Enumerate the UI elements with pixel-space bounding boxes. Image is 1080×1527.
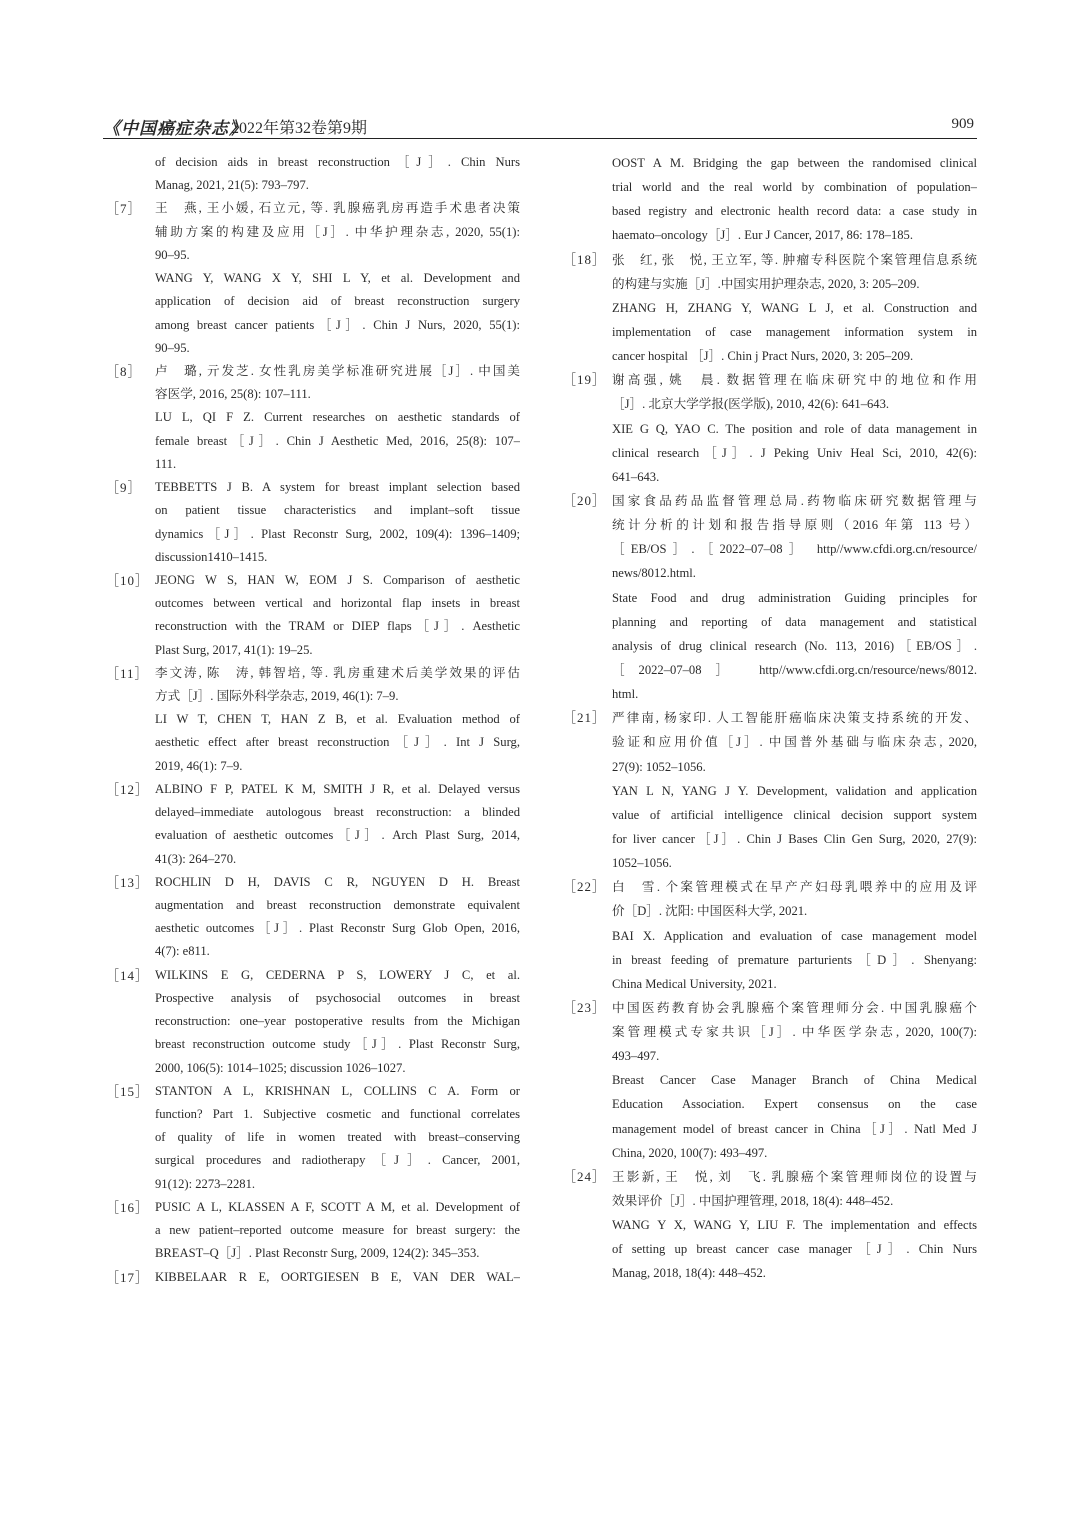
reference-line: cancer hospital ［J］. Chin j Pract Nurs, 2020, 3: 205–209. <box>612 349 914 364</box>
reference-line: 验证和应用价值［J］. 中国普外基础与临床杂志, 2020, <box>612 735 977 750</box>
reference-line: 王 燕, 王小媛, 石立元, 等. 乳腺癌乳房再造手术患者决策 <box>155 201 520 216</box>
page-number: 909 <box>951 116 974 132</box>
reference-line: of setting up breast cancer case manager［J］. Chin Nurs <box>612 1242 977 1257</box>
reference-number: ［14］ <box>106 967 150 983</box>
reference-number: ［13］ <box>106 874 150 890</box>
reference-line: value of artificial intelligence clinical decision support system <box>612 807 977 822</box>
reference-line: discussion1410–1415. <box>155 549 268 564</box>
reference-line: 辅助方案的构建及应用［J］. 中华护理杂志, 2020, 55(1): <box>155 224 520 239</box>
reference-line: reconstruction with the TRAM or DIEP flaps［J］. Aesthetic <box>155 619 520 634</box>
reference-line: 493–497. <box>612 1049 660 1064</box>
reference-line: delayed–immediate autologous breast reconstruction: a blinded <box>155 805 520 820</box>
reference-text <box>612 875 977 996</box>
reference-line: 中国医药教育协会乳腺癌个案管理师分会. 中国乳腺癌个 <box>612 1000 977 1015</box>
references-left-column <box>106 151 520 1289</box>
reference-number: ［8］ <box>106 363 142 379</box>
reference-line: 效果评价［J］. 中国护理管理, 2018, 18(4): 448–452. <box>612 1194 894 1209</box>
reference-line: of decision aids in breast reconstruction［J］. Chin Nurs <box>155 155 520 169</box>
reference-line: PUSIC A L, KLASSEN A F, SCOTT A M, et al. Development of <box>155 1199 520 1214</box>
reference-text <box>612 151 977 248</box>
reference-entry <box>106 778 520 871</box>
reference-number: ［24］ <box>563 1168 607 1184</box>
reference-line: 张 红, 张 悦, 王立军, 等. 肿瘤专科医院个案管理信息系统 <box>612 252 977 267</box>
reference-line: for liver cancer［J］. Chin J Bases Clin Gen Surg, 2020, 27(9): <box>612 831 977 846</box>
reference-line: 91(12): 2273–2281. <box>155 1176 256 1191</box>
reference-line: ［J］. 北京大学学报(医学版), 2010, 42(6): 641–643. <box>612 397 890 412</box>
reference-line: China Medical University, 2021. <box>612 976 777 991</box>
reference-line: Manag, 2021, 21(5): 793–797. <box>155 178 309 193</box>
reference-line: 2000, 106(5): 1014–1025; discussion 1026–1027. <box>155 1060 406 1075</box>
reference-line: implementation of case management information system in <box>612 324 977 339</box>
reference-number: ［17］ <box>106 1269 150 1285</box>
reference-line: OOST A M. Bridging the gap between the randomised clinical <box>612 156 977 170</box>
reference-entry <box>106 1080 520 1196</box>
reference-line: based registry and electronic health record data: a case study in <box>612 204 977 219</box>
reference-line: 容医学, 2016, 25(8): 107–111. <box>155 387 311 402</box>
reference-number: ［18］ <box>563 251 607 267</box>
reference-line: 国家食品药品监督管理总局.药物临床研究数据管理与 <box>612 493 977 508</box>
reference-entry <box>106 476 520 569</box>
reference-line: management model of breast cancer in China［J］. Natl Med J <box>612 1121 977 1136</box>
reference-line: 统计分析的计划和报告指导原则（2016 年第 113 号） <box>612 518 977 533</box>
reference-line: 王影新, 王 悦, 刘 飞. 乳腺癌个案管理师岗位的设置与 <box>612 1169 977 1184</box>
reference-line: JEONG W S, HAN W, EOM J S. Comparison of aesthetic <box>155 572 520 587</box>
reference-line: TEBBETTS J B. A system for breast implant selection based <box>155 480 520 495</box>
reference-line: of quality of life in women treated with breast–conserving <box>155 1130 520 1145</box>
reference-text <box>155 662 520 778</box>
reference-entry <box>563 489 977 706</box>
reference-line: analysis of drug clinical research (No. 113, 2016)［EB/OS］. <box>612 638 977 653</box>
reference-line: WILKINS E G, CEDERNA P S, LOWERY J C, et al. <box>155 967 520 982</box>
reference-number: ［20］ <box>563 492 607 508</box>
reference-line: State Food and drug administration Guiding principles for <box>612 590 977 605</box>
reference-entry <box>563 1165 977 1286</box>
reference-line: female breast［J］. Chin J Aesthetic Med, 2016, 25(8): 107– <box>155 433 520 448</box>
reference-line: BREAST–Q［J］. Plast Reconstr Surg, 2009, 124(2): 345–353. <box>155 1246 480 1261</box>
reference-text <box>155 1080 520 1196</box>
reference-text <box>155 1196 520 1266</box>
reference-line: breast reconstruction outcome study［J］. Plast Reconstr Surg, <box>155 1037 520 1052</box>
reference-line: 111. <box>155 456 177 471</box>
reference-text <box>155 197 520 360</box>
reference-number: ［7］ <box>106 201 142 217</box>
reference-line: trial world and the real world by combination of population– <box>612 180 977 195</box>
reference-number: ［22］ <box>563 879 607 895</box>
reference-line: 41(3): 264–270. <box>155 851 237 866</box>
reference-text <box>612 1165 977 1286</box>
reference-line: clinical research［J］. J Peking Univ Heal Sci, 2010, 42(6): <box>612 445 977 460</box>
reference-line: augmentation and breast reconstruction demonstrate equivalent <box>155 898 520 912</box>
reference-line: LU L, QI F Z. Current researches on aesthetic standards of <box>155 410 520 425</box>
reference-line: 案管理模式专家共识［J］. 中华医学杂志, 2020, 100(7): <box>612 1025 977 1040</box>
running-header <box>103 114 977 139</box>
reference-line: 2019, 46(1): 7–9. <box>155 758 243 773</box>
reference-line: 白 雪. 个案管理模式在早产产妇母乳喂养中的应用及评 <box>612 880 977 895</box>
reference-number: ［11］ <box>106 665 149 681</box>
reference-text <box>155 151 520 197</box>
reference-text <box>612 248 977 369</box>
reference-line: news/8012.html. <box>612 566 696 581</box>
reference-line: Plast Surg, 2017, 41(1): 19–25. <box>155 642 313 657</box>
reference-text <box>612 996 977 1165</box>
reference-line: planning and reporting of data management and statistical <box>612 614 977 629</box>
reference-number: ［23］ <box>563 999 607 1015</box>
reference-entry <box>563 248 977 369</box>
reference-line: ［EB/OS］.［2022–07–08］ http//www.cfdi.org.cn/resource/ <box>612 542 977 557</box>
reference-text <box>155 360 520 476</box>
reference-line: KIBBELAAR R E, OORTGIESEN B E, VAN DER WAL– <box>155 1269 520 1284</box>
reference-line: STANTON A L, KRISHNAN L, COLLINS C A. Form or <box>155 1083 520 1098</box>
reference-line: 90–95. <box>155 340 190 355</box>
reference-line: ALBINO F P, PATEL K M, SMITH J R, et al. Delayed versus <box>155 781 520 796</box>
reference-line: application of decision aid of breast reconstruction surgery <box>155 294 520 309</box>
reference-number: ［16］ <box>106 1199 150 1215</box>
reference-line: YAN L N, YANG J Y. Development, validation and application <box>612 783 977 798</box>
reference-line: aesthetic effect after breast reconstruction［J］. Int J Surg, <box>155 735 520 750</box>
reference-line: WANG Y X, WANG Y, LIU F. The implementation and effects <box>612 1218 977 1233</box>
reference-line: among breast cancer patients［J］. Chin J Nurs, 2020, 55(1): <box>155 317 520 332</box>
references-right-column <box>563 151 977 1286</box>
reference-line: 谢高强, 姚 晨. 数据管理在临床研究中的地位和作用 <box>612 373 977 388</box>
reference-line: on patient tissue characteristics and implant–soft tissue <box>155 503 520 518</box>
reference-line: 27(9): 1052–1056. <box>612 759 706 774</box>
reference-line: html. <box>612 687 639 702</box>
reference-line: outcomes between vertical and horizontal flap insets in breast <box>155 596 520 611</box>
reference-line: 李文涛, 陈 涛, 韩智培, 等. 乳房重建术后美学效果的评估 <box>155 665 520 680</box>
reference-entry <box>563 706 977 875</box>
reference-entry <box>106 964 520 1080</box>
reference-number: ［12］ <box>106 781 150 797</box>
reference-entry <box>563 996 977 1165</box>
reference-entry <box>106 197 520 360</box>
reference-line: 严律南, 杨家印. 人工智能肝癌临床决策支持系统的开发、 <box>612 711 977 726</box>
reference-entry <box>563 368 977 489</box>
reference-text <box>155 569 520 662</box>
reference-line: dynamics［J］. Plast Reconstr Surg, 2002, 109(4): 1396–1409; <box>155 526 520 541</box>
reference-line: 641–643. <box>612 469 660 484</box>
reference-line: China, 2020, 100(7): 493–497. <box>612 1145 768 1160</box>
reference-line: Prospective analysis of psychosocial outcomes in breast <box>155 990 520 1005</box>
reference-line: ROCHLIN D H, DAVIS C R, NGUYEN D H. Breast <box>155 874 520 889</box>
reference-line: Breast Cancer Case Manager Branch of China Medical <box>612 1073 977 1088</box>
reference-line: 方式［J］. 国际外科学杂志, 2019, 46(1): 7–9. <box>155 689 399 704</box>
reference-text <box>612 489 977 706</box>
reference-line: ZHANG H, ZHANG Y, WANG L J, et al. Construction and <box>612 300 977 315</box>
reference-text <box>155 1266 520 1289</box>
reference-line: 卢 璐, 亓发芝. 女性乳房美学标准研究进展［J］. 中国美 <box>155 363 520 378</box>
reference-line: evaluation of aesthetic outcomes［J］. Arch Plast Surg, 2014, <box>155 828 520 843</box>
reference-line: WANG Y, WANG X Y, SHI L Y, et al. Development and <box>155 271 520 286</box>
reference-line: Manag, 2018, 18(4): 448–452. <box>612 1266 766 1281</box>
reference-entry <box>106 1266 520 1289</box>
reference-line: reconstruction: one–year postoperative results from the Michigan <box>155 1014 520 1029</box>
reference-entry <box>106 871 520 964</box>
reference-text <box>612 368 977 489</box>
reference-line: a new patient–reported outcome measure for breast surgery: the <box>155 1223 520 1238</box>
reference-entry <box>106 360 520 476</box>
reference-entry <box>106 151 520 197</box>
reference-number: ［10］ <box>106 572 150 588</box>
reference-entry <box>563 875 977 996</box>
reference-text <box>155 778 520 871</box>
reference-line: ［2022–07–08］ http//www.cfdi.org.cn/resource/news/8012. <box>612 662 977 677</box>
reference-line: Education Association. Expert consensus on the case <box>612 1097 977 1112</box>
reference-number: ［19］ <box>563 372 607 388</box>
reference-line: XIE G Q, YAO C. The position and role of data management in <box>612 421 977 436</box>
reference-line: LI W T, CHEN T, HAN Z B, et al. Evaluation method of <box>155 712 520 727</box>
reference-line: haemato–oncology［J］. Eur J Cancer, 2017, 86: 178–185. <box>612 228 913 243</box>
reference-text <box>155 871 520 964</box>
reference-entry <box>106 569 520 662</box>
reference-text <box>155 964 520 1080</box>
reference-number: ［21］ <box>563 710 607 726</box>
reference-line: 的构建与实施［J］.中国实用护理杂志, 2020, 3: 205–209. <box>612 276 920 291</box>
reference-line: 1052–1056. <box>612 856 672 871</box>
issue-info: 2022年第32卷第9期 <box>231 120 368 137</box>
reference-line: in breast feeding of premature parturients［D］. Shenyang: <box>612 952 977 967</box>
reference-entry <box>106 662 520 778</box>
reference-line: aesthetic outcomes［J］. Plast Reconstr Surg Glob Open, 2016, <box>155 921 520 936</box>
journal-title: 《中国癌症杂志》 <box>103 119 247 138</box>
reference-line: surgical procedures and radiotherapy［J］. Cancer, 2001, <box>155 1153 520 1168</box>
reference-text <box>612 706 977 875</box>
reference-number: ［15］ <box>106 1083 150 1099</box>
reference-line: function? Part 1. Subjective cosmetic and functional correlates <box>155 1106 520 1121</box>
reference-line: 90–95. <box>155 247 190 262</box>
reference-line: 4(7): e811. <box>155 944 210 959</box>
reference-text <box>155 476 520 569</box>
reference-entry <box>106 1196 520 1266</box>
reference-line: BAI X. Application and evaluation of case management model <box>612 928 977 943</box>
reference-line: 价［D］. 沈阳: 中国医科大学, 2021. <box>612 904 808 919</box>
reference-entry <box>563 151 977 248</box>
reference-number: ［9］ <box>106 480 142 496</box>
